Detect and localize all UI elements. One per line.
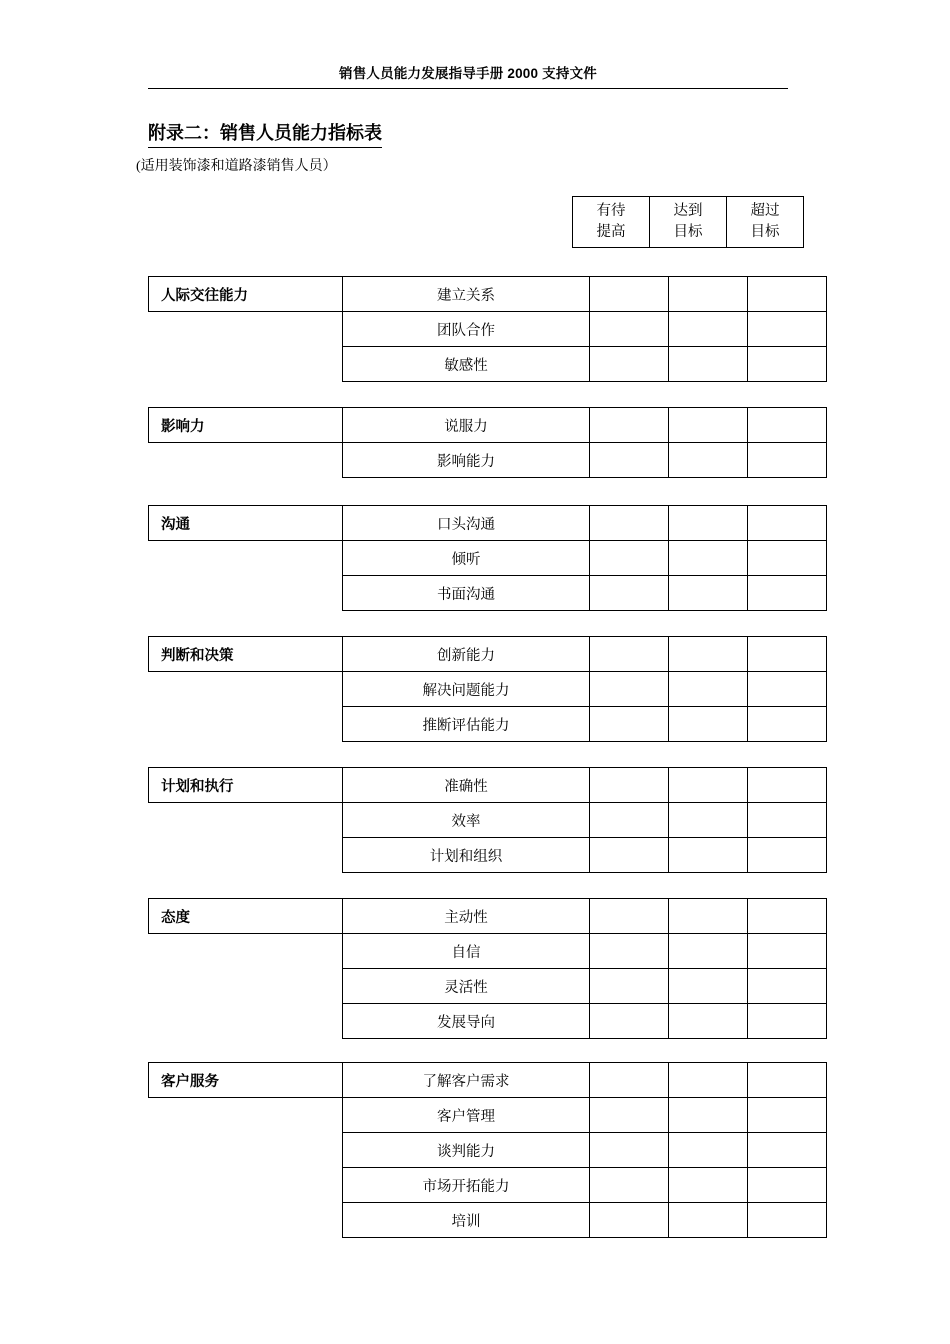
- score-cell-needs-improvement[interactable]: [590, 541, 669, 576]
- competency-group: [148, 276, 827, 382]
- category-label: 客户服务: [149, 1063, 343, 1098]
- score-cell-needs-improvement[interactable]: [590, 707, 669, 742]
- page-title: 附录二：销售人员能力指标表: [148, 122, 382, 148]
- score-cell-needs-improvement[interactable]: [590, 277, 669, 312]
- table-row: [149, 576, 827, 611]
- category-label: 计划和执行: [149, 768, 343, 803]
- item-label: 团队合作: [343, 312, 590, 347]
- category-spacer: [149, 838, 343, 873]
- score-cell-needs-improvement[interactable]: [590, 1063, 669, 1098]
- score-cell-needs-improvement[interactable]: [590, 934, 669, 969]
- item-label: 灵活性: [343, 969, 590, 1004]
- score-cell-meets-target[interactable]: [669, 838, 748, 873]
- item-label: 计划和组织: [343, 838, 590, 873]
- score-cell-meets-target[interactable]: [669, 637, 748, 672]
- table-row: [149, 347, 827, 382]
- item-label: 创新能力: [343, 637, 590, 672]
- score-cell-meets-target[interactable]: [669, 541, 748, 576]
- table-row: [149, 672, 827, 707]
- score-cell-needs-improvement[interactable]: [590, 637, 669, 672]
- competency-group: [148, 1062, 827, 1238]
- score-cell-meets-target[interactable]: [669, 1168, 748, 1203]
- score-cell-meets-target[interactable]: [669, 1203, 748, 1238]
- score-cell-needs-improvement[interactable]: [590, 347, 669, 382]
- score-cell-meets-target[interactable]: [669, 1098, 748, 1133]
- score-cell-meets-target[interactable]: [669, 277, 748, 312]
- score-cell-needs-improvement[interactable]: [590, 506, 669, 541]
- category-spacer: [149, 347, 343, 382]
- category-spacer: [149, 312, 343, 347]
- score-cell-exceeds-target[interactable]: [748, 1168, 827, 1203]
- table-row: [149, 1168, 827, 1203]
- category-spacer: [149, 576, 343, 611]
- category-spacer: [149, 803, 343, 838]
- score-cell-meets-target[interactable]: [669, 1133, 748, 1168]
- score-cell-meets-target[interactable]: [669, 768, 748, 803]
- score-cell-exceeds-target[interactable]: [748, 541, 827, 576]
- page-subtitle: (适用装饰漆和道路漆销售人员）: [136, 159, 337, 174]
- running-header: 销售人员能力发展指导手册 2000 支持文件: [148, 62, 788, 89]
- category-spacer: [149, 443, 343, 478]
- score-cell-exceeds-target[interactable]: [748, 277, 827, 312]
- table-row: [149, 1063, 827, 1098]
- score-cell-needs-improvement[interactable]: [590, 1133, 669, 1168]
- score-cell-needs-improvement[interactable]: [590, 408, 669, 443]
- score-cell-needs-improvement[interactable]: [590, 1004, 669, 1039]
- table-row: [149, 541, 827, 576]
- rating-column-header: [727, 197, 804, 248]
- table-row: [149, 506, 827, 541]
- table-row: [149, 277, 827, 312]
- item-label: 敏感性: [343, 347, 590, 382]
- table-row: [149, 969, 827, 1004]
- item-label: 解决问题能力: [343, 672, 590, 707]
- category-spacer: [149, 969, 343, 1004]
- score-cell-meets-target[interactable]: [669, 803, 748, 838]
- score-cell-needs-improvement[interactable]: [590, 768, 669, 803]
- score-cell-exceeds-target[interactable]: [748, 408, 827, 443]
- item-label: 建立关系: [343, 277, 590, 312]
- category-label: 影响力: [149, 408, 343, 443]
- table-row: [149, 443, 827, 478]
- score-cell-meets-target[interactable]: [669, 408, 748, 443]
- item-label: 了解客户需求: [343, 1063, 590, 1098]
- category-spacer: [149, 1133, 343, 1168]
- table-row: [149, 1004, 827, 1039]
- score-cell-meets-target[interactable]: [669, 1063, 748, 1098]
- item-label: 客户管理: [343, 1098, 590, 1133]
- table-row: [149, 934, 827, 969]
- score-cell-needs-improvement[interactable]: [590, 838, 669, 873]
- item-label: 书面沟通: [343, 576, 590, 611]
- rating-column-header: [650, 197, 727, 248]
- rating-header-line1: 达到: [673, 203, 703, 219]
- rating-header-line1: 超过: [750, 203, 780, 219]
- score-cell-needs-improvement[interactable]: [590, 576, 669, 611]
- score-cell-exceeds-target[interactable]: [748, 312, 827, 347]
- rating-header-line2: 目标: [750, 224, 780, 241]
- item-label: 推断评估能力: [343, 707, 590, 742]
- competency-group: [148, 767, 827, 873]
- score-cell-exceeds-target[interactable]: [748, 803, 827, 838]
- item-label: 准确性: [343, 768, 590, 803]
- score-cell-exceeds-target[interactable]: [748, 347, 827, 382]
- item-label: 自信: [343, 934, 590, 969]
- item-label: 效率: [343, 803, 590, 838]
- rating-header-table: [572, 196, 804, 248]
- table-row: [149, 838, 827, 873]
- score-cell-needs-improvement[interactable]: [590, 899, 669, 934]
- score-cell-meets-target[interactable]: [669, 672, 748, 707]
- score-cell-meets-target[interactable]: [669, 443, 748, 478]
- score-cell-exceeds-target[interactable]: [748, 506, 827, 541]
- score-cell-needs-improvement[interactable]: [590, 803, 669, 838]
- category-spacer: [149, 1203, 343, 1238]
- score-cell-meets-target[interactable]: [669, 1004, 748, 1039]
- item-label: 倾听: [343, 541, 590, 576]
- score-cell-exceeds-target[interactable]: [748, 838, 827, 873]
- category-label: 沟通: [149, 506, 343, 541]
- score-cell-meets-target[interactable]: [669, 969, 748, 1004]
- score-cell-meets-target[interactable]: [669, 506, 748, 541]
- table-row: [149, 707, 827, 742]
- item-label: 培训: [343, 1203, 590, 1238]
- table-row: [149, 637, 827, 672]
- category-spacer: [149, 934, 343, 969]
- score-cell-exceeds-target[interactable]: [748, 1133, 827, 1168]
- item-label: 市场开拓能力: [343, 1168, 590, 1203]
- rating-header-line2: 提高: [596, 224, 626, 241]
- score-cell-exceeds-target[interactable]: [748, 768, 827, 803]
- item-label: 发展导向: [343, 1004, 590, 1039]
- table-row: [149, 1203, 827, 1238]
- score-cell-exceeds-target[interactable]: [748, 707, 827, 742]
- category-label: 人际交往能力: [149, 277, 343, 312]
- score-cell-exceeds-target[interactable]: [748, 899, 827, 934]
- competency-group: [148, 407, 827, 478]
- category-spacer: [149, 707, 343, 742]
- rating-header-line1: 有待: [596, 203, 626, 219]
- category-spacer: [149, 1098, 343, 1133]
- table-row: [149, 899, 827, 934]
- score-cell-exceeds-target[interactable]: [748, 637, 827, 672]
- item-label: 说服力: [343, 408, 590, 443]
- item-label: 谈判能力: [343, 1133, 590, 1168]
- score-cell-exceeds-target[interactable]: [748, 576, 827, 611]
- score-cell-exceeds-target[interactable]: [748, 443, 827, 478]
- score-cell-meets-target[interactable]: [669, 576, 748, 611]
- score-cell-needs-improvement[interactable]: [590, 443, 669, 478]
- competency-group: [148, 505, 827, 611]
- item-label: 影响能力: [343, 443, 590, 478]
- score-cell-meets-target[interactable]: [669, 707, 748, 742]
- score-cell-needs-improvement[interactable]: [590, 312, 669, 347]
- score-cell-exceeds-target[interactable]: [748, 969, 827, 1004]
- category-label: 态度: [149, 899, 343, 934]
- score-cell-needs-improvement[interactable]: [590, 1168, 669, 1203]
- score-cell-meets-target[interactable]: [669, 312, 748, 347]
- table-row: [149, 768, 827, 803]
- score-cell-exceeds-target[interactable]: [748, 934, 827, 969]
- item-label: 主动性: [343, 899, 590, 934]
- table-row: [149, 803, 827, 838]
- score-cell-exceeds-target[interactable]: [748, 1004, 827, 1039]
- competency-group: [148, 636, 827, 742]
- table-row: [149, 312, 827, 347]
- category-spacer: [149, 1168, 343, 1203]
- table-row: [149, 1133, 827, 1168]
- item-label: 口头沟通: [343, 506, 590, 541]
- category-label: 判断和决策: [149, 637, 343, 672]
- table-row: [149, 408, 827, 443]
- category-spacer: [149, 672, 343, 707]
- score-cell-exceeds-target[interactable]: [748, 1098, 827, 1133]
- rating-column-header: [573, 197, 650, 248]
- score-cell-exceeds-target[interactable]: [748, 672, 827, 707]
- score-cell-needs-improvement[interactable]: [590, 1098, 669, 1133]
- score-cell-needs-improvement[interactable]: [590, 969, 669, 1004]
- rating-header-line2: 目标: [673, 224, 703, 241]
- score-cell-meets-target[interactable]: [669, 347, 748, 382]
- score-cell-meets-target[interactable]: [669, 899, 748, 934]
- score-cell-meets-target[interactable]: [669, 934, 748, 969]
- category-spacer: [149, 1004, 343, 1039]
- score-cell-needs-improvement[interactable]: [590, 1203, 669, 1238]
- table-row: [149, 1098, 827, 1133]
- score-cell-exceeds-target[interactable]: [748, 1203, 827, 1238]
- category-spacer: [149, 541, 343, 576]
- score-cell-needs-improvement[interactable]: [590, 672, 669, 707]
- competency-group: [148, 898, 827, 1039]
- score-cell-exceeds-target[interactable]: [748, 1063, 827, 1098]
